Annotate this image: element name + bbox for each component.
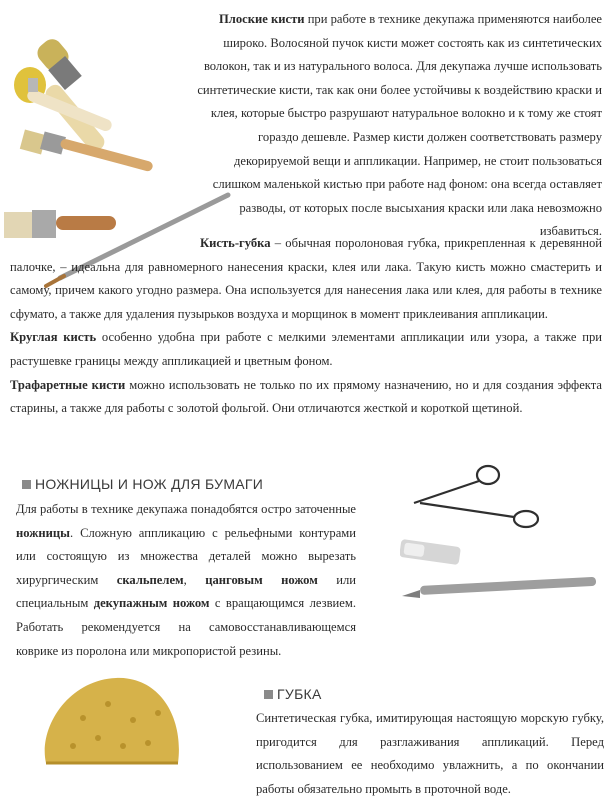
- sponge-brush-term: Кисть-губка: [200, 236, 271, 250]
- tools-illustration: [400, 455, 600, 615]
- round-brush-term: Круглая кисть: [10, 330, 97, 345]
- scissors-text-7: или специальным: [16, 572, 356, 611]
- section-bullet-icon: [22, 480, 31, 489]
- round-brush-desc: особенно удобна при работе с мелкими элементами аппликации или узора, а также при растушевке границы между аппликацией и цветным фоном.: [10, 330, 602, 368]
- scissors-heading: [22, 476, 263, 492]
- scissors-text-9: с вращающимся лезвием. Работать рекомендуется на самовосстанавливающемся коврике из поролона или микропористой резины.: [16, 596, 356, 658]
- sponge-desc: Синтетическая губка, имитирующая настоящую морскую губку, пригодится для разглаживания аппликаций. Перед использованием ее необходимо увлажнить, а по окончании работы обязательно промыть в проточной воде.: [256, 711, 604, 796]
- sponge-illustration: [38, 668, 188, 783]
- flat-brushes-term: Плоские кисти: [219, 12, 305, 26]
- scissors-text: [16, 498, 356, 663]
- sea-sponge-icon: [45, 678, 179, 763]
- sponge-heading: [264, 686, 322, 702]
- stencil-brushes-desc: можно использовать не только по их прямому назначению, но и для создания эффекта старины, а также для работы с золотой фольгой. Они отличаются жесткой и короткой щетиной.: [10, 377, 602, 416]
- collet-knife-icon: [402, 577, 596, 598]
- collet-knife-term: цанговым ножом: [205, 572, 318, 587]
- brushes-text-1: [190, 8, 602, 244]
- scissors-text-3: . Сложную аппликацию с рельефными контурами или состоящую из множества деталей можно вырезать хирургическим: [16, 525, 356, 587]
- brushes-text-2: [10, 232, 602, 421]
- scissors-heading-text: НОЖНИЦЫ И НОЖ ДЛЯ БУМАГИ: [35, 476, 264, 492]
- section-bullet-icon: [264, 690, 273, 699]
- decoupage-knife-term: декупажным ножом: [93, 596, 210, 611]
- blade-case-icon: [400, 539, 461, 565]
- scissors-text-5: ,: [183, 572, 206, 587]
- scissors-text-1: Для работы в технике декупажа понадобятся остро заточенные: [16, 502, 356, 516]
- scissors-term: ножницы: [16, 525, 70, 540]
- stencil-brushes-term: Трафаретные кисти: [10, 377, 126, 392]
- scalpel-term: скальпелем: [116, 572, 184, 587]
- scissors-icon: [414, 466, 538, 527]
- sponge-text: [256, 707, 604, 801]
- sponge-brush-desc: – обычная поролоновая губка, прикрепленная к деревянной палочке, – идеальна для равномерного нанесения краски, клея или лака. Такую кисть можно смастерить и самому, причем какого угодно размера. Она используется для нанесения лака или клея, для работы в технике сфумато, а также для удаления пузырьков воздуха и морщинок в момент приклеивания аппликации.: [10, 236, 602, 321]
- flat-brushes-desc: при работе в технике декупажа применяются наиболее широко. Волосяной пучок кисти может состоять как из синтетических волокон, так и из натурального волоса. Для декупажа лучше использовать синтетические кисти, так как они более устойчивы к воздействию краски и клея, которые быстро разрушают натуральное волокно и к тому же стоят гораздо дешевле. Размер кисти должен соответствовать размеру декорируемой вещи и аппликации. Например, не стоит пользоваться слишком маленькой кистью при работе над фоном: она всегда оставляет разводы, от которых после высыхания краски или лака невозможно избавиться.: [197, 12, 602, 239]
- sponge-heading-text: ГУБКА: [277, 686, 322, 702]
